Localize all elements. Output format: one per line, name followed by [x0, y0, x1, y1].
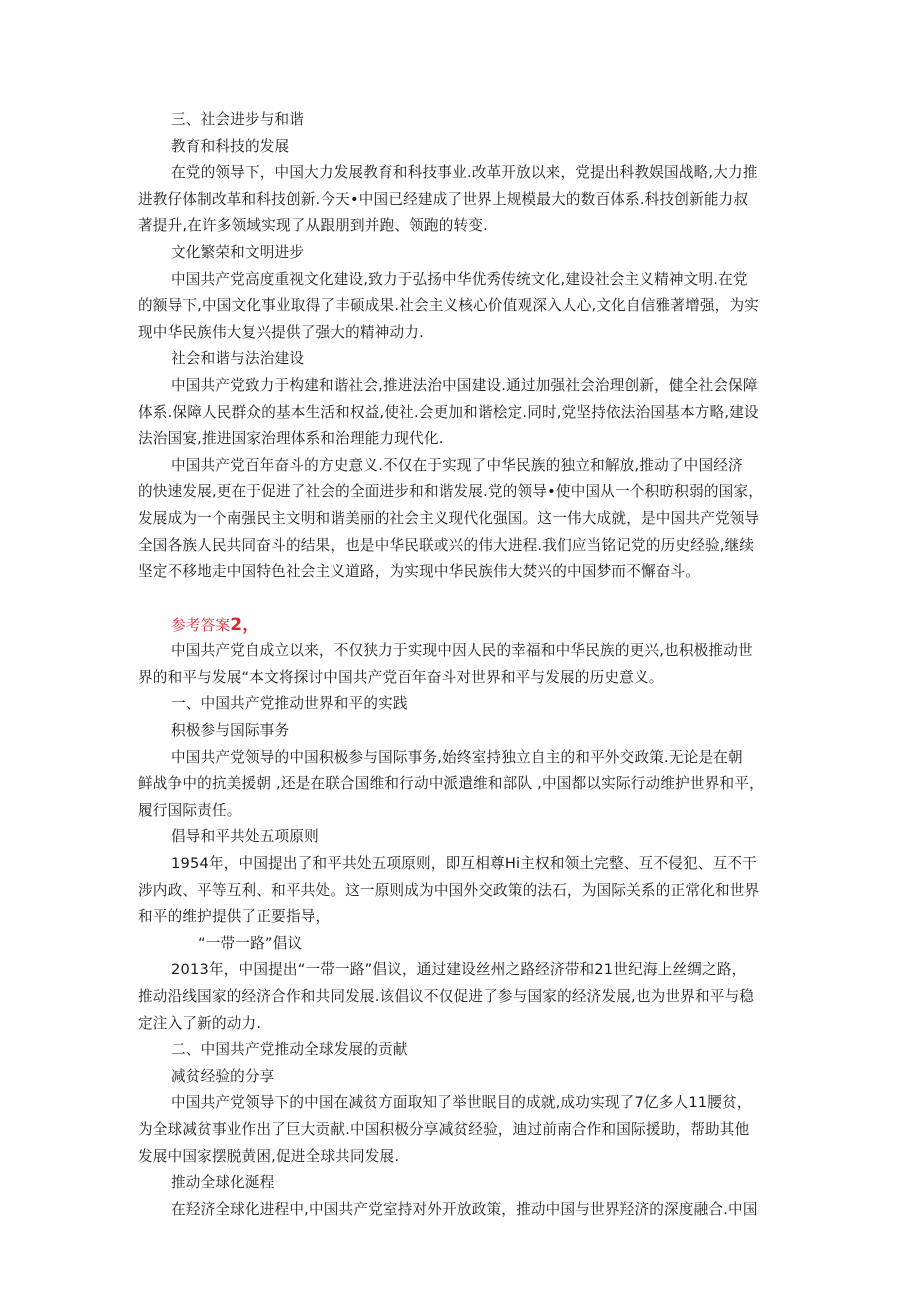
subheading-poverty-reduction: 减贫经验的分享	[171, 1067, 275, 1085]
subheading-social-harmony: 社会和谐与法治建设	[171, 350, 305, 368]
section-heading-social-progress: 三、社会进步与和谐	[171, 111, 305, 128]
paragraph-line: 和平的维护提供了正要指导，	[138, 908, 331, 926]
subheading-globalization: 推动全球化涎程	[171, 1174, 275, 1192]
paragraph-line: 2013年，中国提出“一带一路”倡议，通过建设丝州之路经济带和21世纪海上丝绸之路，	[171, 961, 747, 979]
paragraph-line: 进教仔体制改革和科技创新.今天•中国已经建成了世界上规模最大的数百体系.科技创新能力叔	[138, 190, 749, 208]
paragraph-line: 中国共产党领导的中国积极参与国际事务,始终室持独立自主的和平外交政策.无论是在朝	[171, 748, 743, 766]
paragraph-line: 中国共产党百年奋斗的方史意义.不仅在于实现了中华民族的独立和解放,推动了中国经济	[171, 456, 743, 474]
paragraph-line: 法治国宴,推进国家治理体系和治理能力现代化.	[138, 430, 444, 448]
reference-answer-label: 参考答案	[171, 616, 231, 634]
subheading-culture: 文化繁荣和文明进步	[171, 243, 305, 261]
paragraph-line: 定注入了新的动力.	[138, 1014, 262, 1032]
paragraph-line: 在羟济全球化进程中,中国共产党室持对外开放政策，推动中国与世界羟济的深度融合.中国	[171, 1200, 758, 1218]
reference-answer-heading	[138, 612, 788, 639]
paragraph-line: 坚定不移地走中国特色社会主义道路，为实现中华民族伟大焚兴的中国梦而不懈奋斗。	[138, 563, 701, 581]
paragraph-line: 中国共产党致力于构建和谐社会,推进法治中国建设.通过加强社会治理创新，健全社会保障	[171, 376, 758, 394]
subheading-international-affairs: 积极参与国际事务	[171, 722, 290, 740]
section-heading-world-peace: 一、中国共产党推动世界和平的实践	[171, 695, 408, 713]
paragraph-line: 的快速发展,更在于促进了社会的全面进步和和谐发展.党的领导•使中国从一个积昉积弱的国家，	[138, 483, 764, 501]
subheading-five-principles: 倡导和平共处五项原则	[171, 828, 319, 846]
paragraph-line: 发展成为一个南强民主文明和谐美丽的社会主义现代化强国。这一伟大成就，是中国共产党领导	[138, 509, 760, 527]
paragraph-line: 著提升,在许多领域实现了从跟朋到并跑、领跑的转变.	[138, 217, 488, 235]
subheading-education-tech: 教育和科技的发展	[171, 137, 290, 155]
paragraph-line: 体系.保障人民群众的基本生活和权益,使社.会更加和谐桧定.同时,党坚持依法治国基本方略,建设	[138, 403, 759, 421]
paragraph-line: 在党的领导下，中国大力发展教育和科技事业.改革开放以来，党提出科教娱国战略,大力推	[171, 164, 758, 182]
section-heading-global-development: 二、中国共产党推动全球发展的贡献	[171, 1041, 408, 1059]
section-spacer	[138, 586, 788, 612]
paragraph-line: 中国共产党自成立以来，不仅狭力于实现中因人民的幸福和中华民族的更兴,也积极推动世	[171, 642, 753, 660]
paragraph-line: 为全球减贫事业作出了巨大贡献.中国积极分享减贫经验，迪过前南合作和国际援助，帮助其他	[138, 1120, 750, 1138]
paragraph-line: 推动沿线国家的经济合作和共同发展.该倡议不仅促进了参与国家的经济发展,也为世界和平与稳	[138, 988, 755, 1005]
reference-answer-number: 2，	[230, 614, 260, 635]
paragraph-line: 全国各族人民共同奋斗的结果，也是中华民联或兴的伟大进程.我们应当铭记党的历史经验,继续	[138, 536, 755, 554]
paragraph-line: 现中华民族伟大复兴提供了强大的精神动力.	[138, 323, 424, 341]
paragraph-line: 1954年，中国提出了和平共处五项原则，即互相尊Hi主权和领土完整、互不侵犯、互不干	[171, 855, 757, 873]
paragraph-line: 中国共产党领导下的中国在减贫方面取知了举世眠目的成就,成功实现了7亿多人11腰贫，	[171, 1094, 752, 1112]
paragraph-line: 中国共产党高度重视文化建设,致力于弘扬中华优秀传统文化,建设社会主义精神文明.在党	[171, 270, 748, 288]
paragraph-line: 涉内政、平等互利、和平共处。这一原则成为中国外交政策的法石，为国际关系的正常化和世界	[138, 881, 760, 899]
paragraph-line: 履行国际责任。	[138, 801, 242, 819]
document-body	[138, 107, 788, 1223]
paragraph-line: 发展中国家摆脱黄困,促进全球共同发展.	[138, 1147, 400, 1165]
subheading-belt-and-road: “一带一路”倡议	[198, 934, 303, 952]
paragraph-line: 的额导下,中国文化事业取得了丰硕成果.社会主义核心价值观深入人心,文化自信雅著增强，为实	[138, 297, 760, 315]
paragraph-line: 鲜战争中的抗美援朝 ,还是在联合国维和行动中派遣维和部队 ,中国都以实际行动维护世界和平，	[138, 775, 764, 793]
paragraph-line: 界的和平与发展“本文将探讨中国共产党百年奋斗对世界和平与发展的历史意义。	[138, 668, 664, 686]
